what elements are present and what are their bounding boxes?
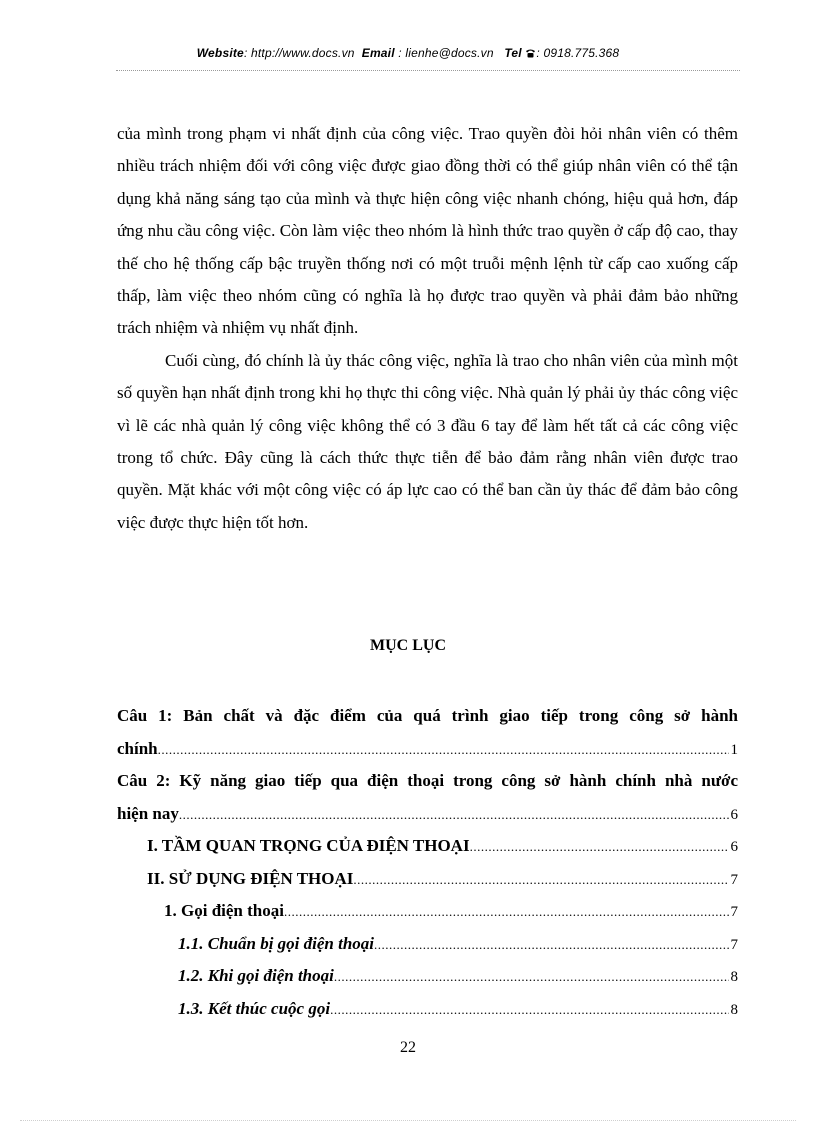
website-label: Website: [196, 46, 244, 60]
footer-divider: [20, 1120, 796, 1121]
paragraph: Cuối cùng, đó chính là ủy thác công việc, nghĩa là trao cho nhân viên của mình một số quyền hạn nhất định trong khi họ thực thi công việc. Nhà quản lý phải ủy thác công việc vì lẽ các nhà quản lý công việc không thể có 3 đầu 6 tay để làm hết tất cả các công việc trong tổ chức. Đây cũng là cách thức thực tiễn để bảo đảm rằng nhân viên được trao quyền. Mặt khác với một công việc có áp lực cao có thể ban cần ủy thác để đảm bảo công việc được thực hiện tốt hơn.: [117, 350, 738, 532]
toc-leader-dots: [179, 799, 729, 832]
toc-title: MỤC LỤC: [370, 637, 446, 654]
toc-entry[interactable]: [117, 733, 738, 766]
toc-entry[interactable]: [117, 830, 738, 863]
toc-page-number: 8: [730, 1001, 738, 1018]
toc-leader-dots: [374, 929, 728, 962]
toc-entry-label: I. TẦM QUAN TRỌNG CỦA ĐIỆN THOẠI: [147, 836, 470, 855]
website-value: : http://www.docs.vn: [243, 46, 355, 60]
phone-icon: [525, 48, 536, 58]
paragraph: của mình trong phạm vi nhất định của công việc. Trao quyền đòi hỏi nhân viên có thêm nhiều trách nhiệm đối với công việc được giao đồng thời có thể giúp nhân viên có thể tận dụng khả năng sáng tạo của mình và thực hiện công việc nhanh chóng, hiệu quả hơn, đáp ứng nhu cầu công việc. Còn làm việc theo nhóm là hình thức trao quyền ở cấp độ cao, thay thế cho hệ thống cấp bậc truyền thống nơi có một truỗi mệnh lệnh từ cấp cao xuống cấp thấp, làm việc theo nhóm cũng có nghĩa là họ được trao quyền và phải đảm bảo những trách nhiệm và nhiệm vụ nhất định.: [117, 124, 738, 338]
header-divider: [116, 70, 740, 71]
body-text: [117, 118, 738, 539]
toc-page-number: 7: [730, 871, 738, 888]
toc-page-number: 1: [730, 741, 738, 758]
toc-leader-dots: [353, 864, 728, 897]
page-header: [0, 46, 816, 60]
toc-entry[interactable]: [117, 993, 738, 1026]
page-number: 22: [400, 1039, 416, 1056]
toc-entry-line1: Câu 1: Bản chất và đặc điểm của quá trình giao tiếp trong công sở hành: [117, 706, 738, 725]
toc-entry-label: 1.3. Kết thúc cuộc gọi: [178, 998, 331, 1018]
toc-entry-label: hiện nay: [117, 803, 179, 823]
toc-leader-dots: [334, 961, 729, 994]
toc-page-number: 7: [730, 904, 738, 920]
toc-entry-label: II. SỬ DỤNG ĐIỆN THOẠI: [147, 868, 354, 888]
toc-entry[interactable]: [117, 863, 738, 896]
toc-entry-label: 1.2. Khi gọi điện thoại: [178, 966, 334, 985]
toc-page-number: 6: [730, 839, 738, 855]
toc-entry-label: 1.1. Chuẩn bị gọi điện thoại: [178, 933, 375, 953]
toc-entry[interactable]: [117, 928, 738, 961]
toc-leader-dots: [284, 896, 729, 929]
toc-entry[interactable]: [117, 960, 738, 993]
toc-entry-label: chính: [117, 738, 158, 758]
table-of-contents: [117, 700, 738, 1025]
toc-page-number: 7: [730, 936, 738, 953]
email-value: : lienhe@docs.vn: [398, 46, 494, 60]
toc-leader-dots: [470, 831, 729, 864]
tel-label: Tel: [504, 46, 522, 60]
toc-page-number: 8: [730, 969, 738, 985]
toc-entry[interactable]: [117, 895, 738, 928]
toc-page-number: 6: [730, 806, 738, 823]
toc-entry[interactable]: [117, 798, 738, 831]
toc-entry-line1: Câu 2: Kỹ năng giao tiếp qua điện thoại trong công sở hành chính nhà nước: [117, 771, 738, 790]
toc-entry-label: 1. Gọi điện thoại: [164, 901, 284, 920]
toc-leader-dots: [158, 734, 729, 767]
tel-value: : 0918.775.368: [536, 46, 620, 60]
email-label: Email: [361, 46, 395, 60]
toc-leader-dots: [330, 994, 728, 1027]
